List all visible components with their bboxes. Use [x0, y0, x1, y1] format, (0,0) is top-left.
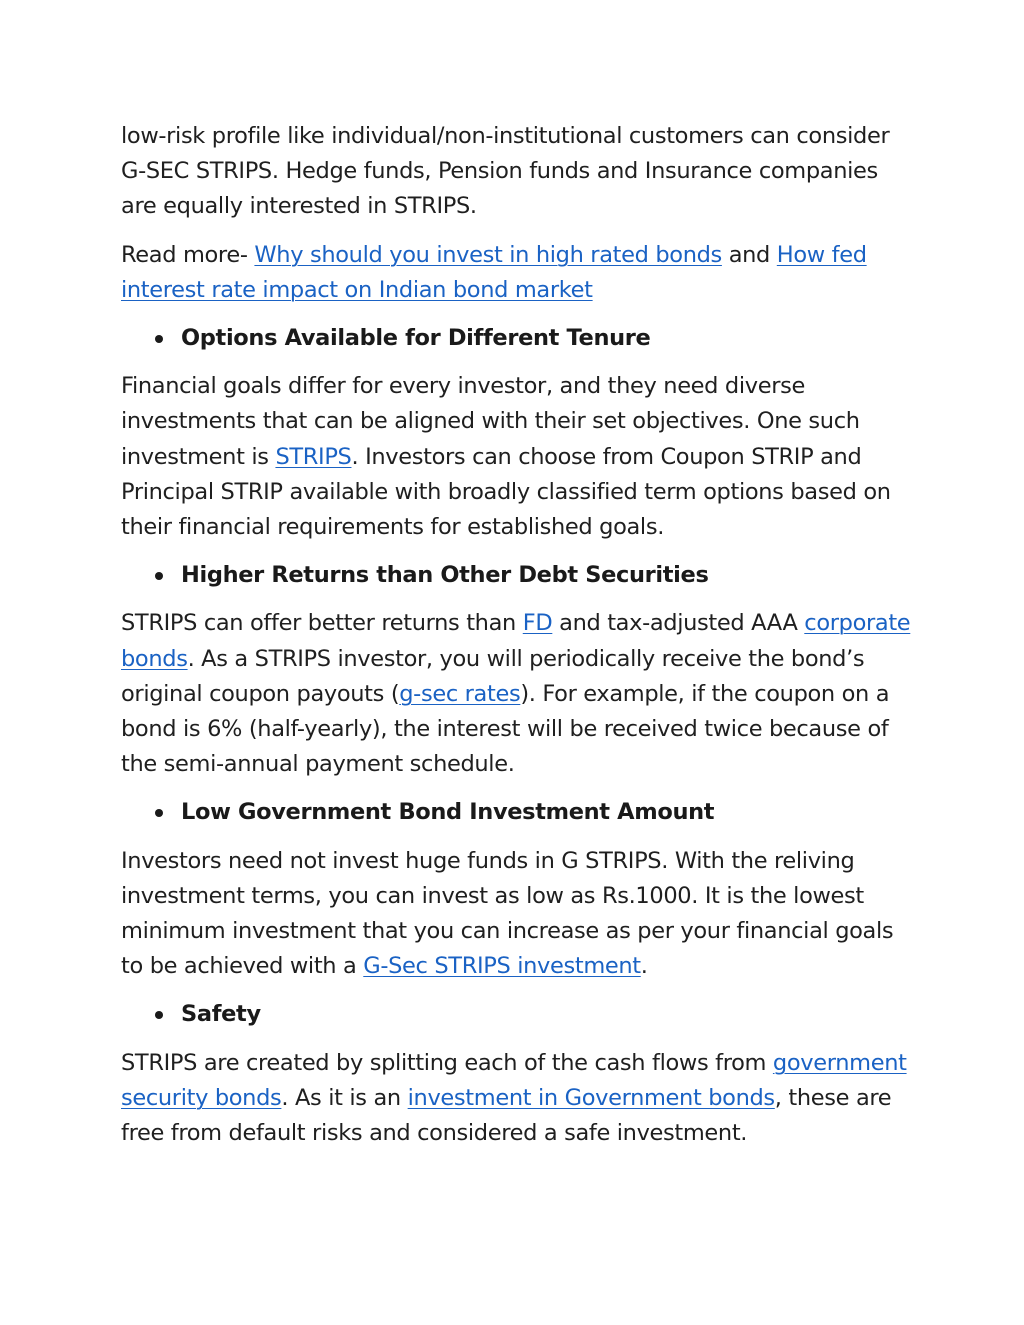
paragraph-better-returns: STRIPS can offer better returns than FD and tax-adjusted AAA corporate bonds. As a STRIPS investor, you will periodically receive the bond’s original coupon payouts (g-sec rates). For example, if the coupon on a bond is 6% (half-yearly), the interest will be received twice because of the semi-annual payment schedule. [121, 610, 911, 778]
link-g-sec-rates[interactable]: g-sec rates [399, 680, 521, 707]
bullet-list-returns [121, 558, 911, 593]
link-strips[interactable]: STRIPS [275, 443, 352, 470]
paragraph-safety: STRIPS are created by splitting each of the cash flows from government security bonds. As it is an investment in Government bonds, these are free from default risks and considered a safe investment. [121, 1049, 907, 1147]
paragraph-financial-goals: Financial goals differ for every investor, and they need diverse investments that can be aligned with their set objectives. One such investment is STRIPS. Investors can choose from Coupon STRIP and Principal STRIP available with broadly classified term options based on their financial requirements for established goals. [121, 373, 891, 541]
link-fd[interactable]: FD [522, 610, 553, 637]
paragraph-low-risk-profile: low-risk profile like individual/non-institutional customers can consider G-SEC STRIPS. Hedge funds, Pension funds and Insurance companies are equally interested in STRIPS. [121, 123, 890, 220]
bullet-icon [155, 335, 163, 343]
bullet-list-safety [121, 997, 911, 1032]
bullet-list-investment-amount [121, 795, 911, 830]
link-investment-in-government-bonds[interactable]: investment in Government bonds [407, 1084, 775, 1111]
document-page [121, 119, 911, 1164]
link-fed-interest-rate-impact[interactable]: How fed interest rate impact on Indian bond market [121, 241, 867, 303]
link-corporate-bonds[interactable]: corporate bonds [121, 610, 911, 672]
link-high-rated-bonds[interactable]: Why should you invest in high rated bonds [254, 241, 722, 268]
link-government-security-bonds[interactable]: government security bonds [121, 1049, 907, 1111]
bullet-icon [155, 1011, 163, 1019]
bullet-icon [155, 809, 163, 817]
heading-safety: Safety [121, 997, 911, 1032]
heading-low-investment-amount: Low Government Bond Investment Amount [121, 795, 911, 830]
heading-options-tenure: Options Available for Different Tenure [121, 321, 911, 356]
bullet-icon [155, 572, 163, 580]
heading-higher-returns: Higher Returns than Other Debt Securities [121, 558, 911, 593]
paragraph-minimum-investment: Investors need not invest huge funds in G STRIPS. With the reliving investment terms, you can invest as low as Rs.1000. It is the lowest minimum investment that you can increase as per your financial goals to be achieved with a G-Sec STRIPS investment. [121, 847, 894, 980]
paragraph-read-more: Read more- Why should you invest in high rated bonds and How fed interest rate impact on Indian bond market [121, 241, 867, 303]
link-g-sec-strips-investment[interactable]: G-Sec STRIPS investment [363, 953, 641, 980]
bullet-list-tenure [121, 321, 911, 356]
